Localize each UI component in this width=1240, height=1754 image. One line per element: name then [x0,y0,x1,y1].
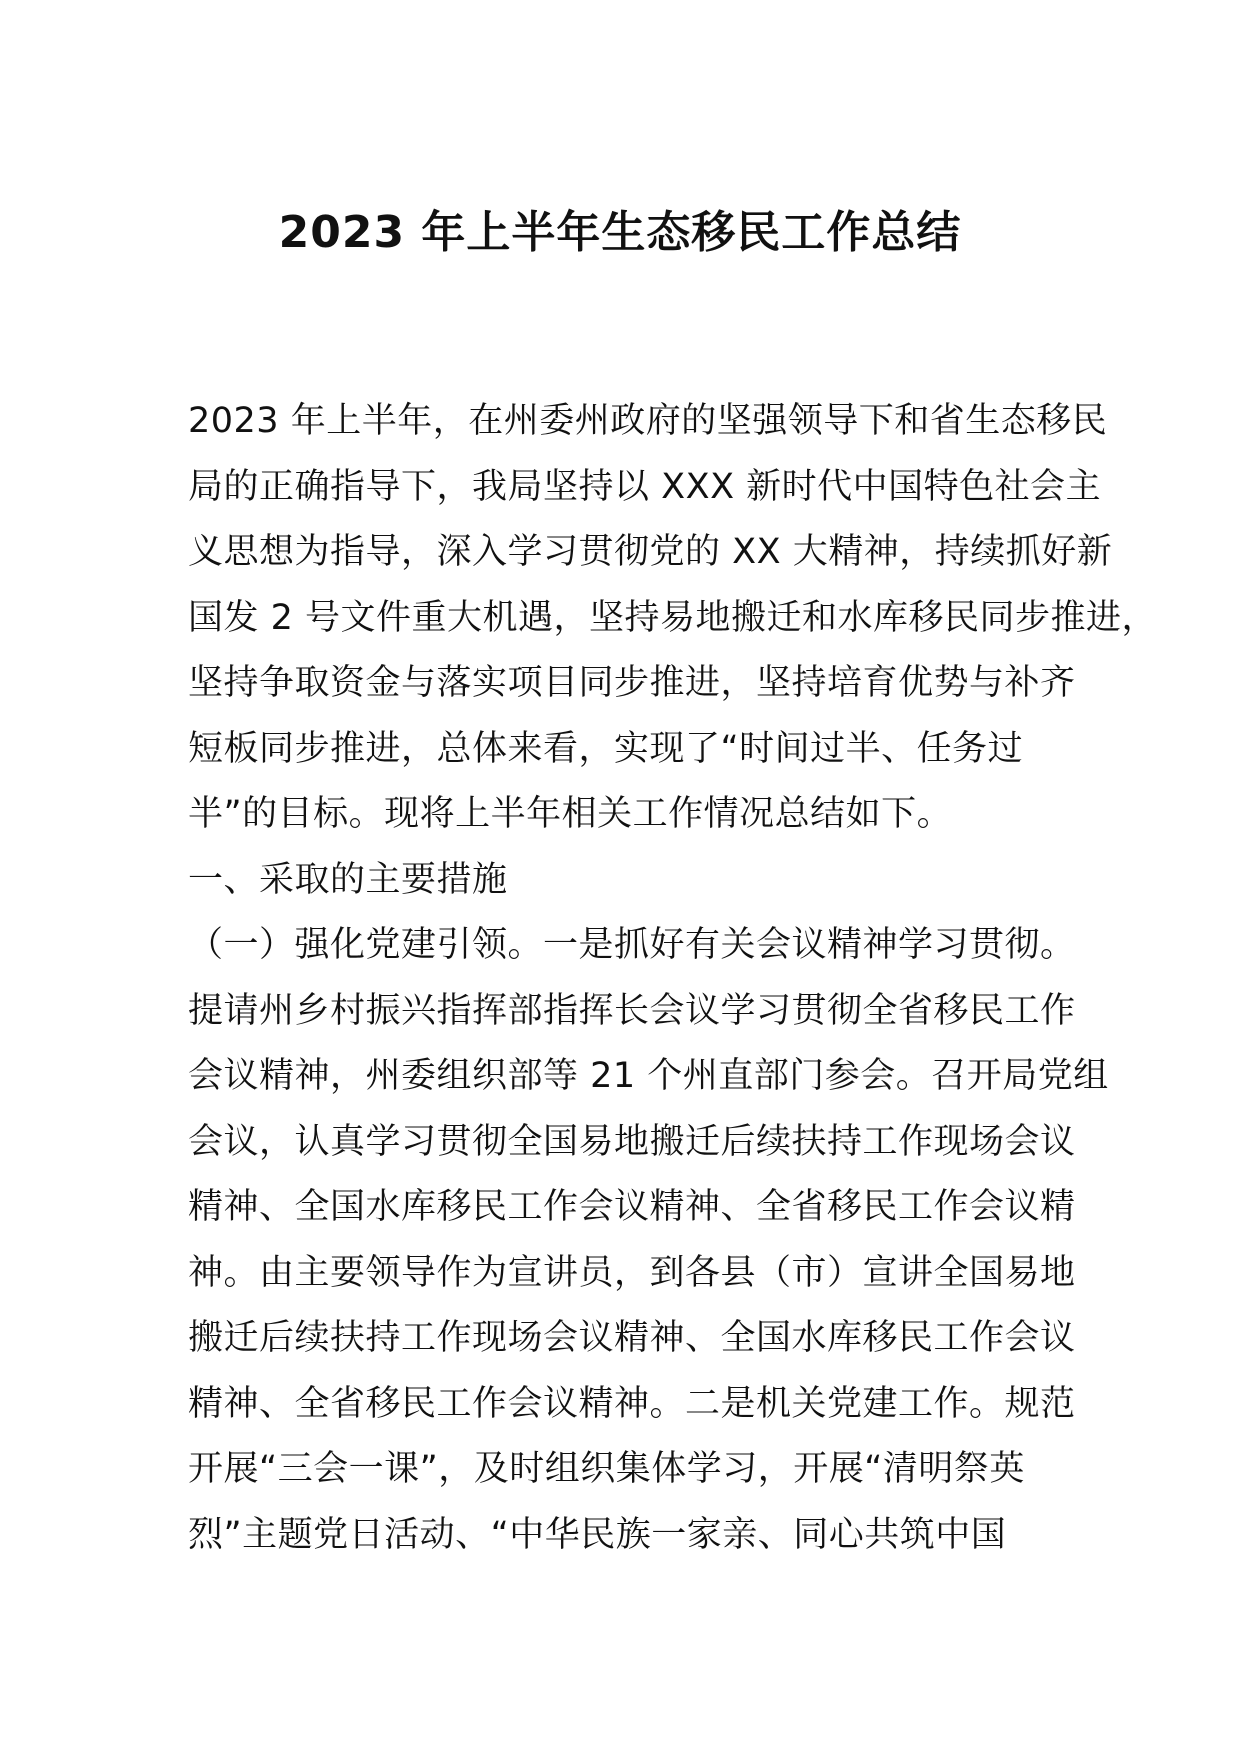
body-line: 烈”主题党日活动、“中华民族一家亲、同心共筑中国 [188,1514,1007,1555]
body-line: 局的正确指导下，我局坚持以 XXX 新时代中国特色社会主 [188,466,1102,507]
body-line: 坚持争取资金与落实项目同步推进，坚持培育优势与补齐 [188,663,1076,703]
section-heading: 一、采取的主要措施 [188,859,508,900]
document-body [188,389,1158,1568]
body-line: 精神、全国水库移民工作会议精神、全省移民工作会议精 [188,1187,1076,1227]
body-line: 会议精神，州委组织部等 21 个州直部门参会。召开局党组 [188,1056,1109,1096]
body-line: 短板同步推进，总体来看，实现了“时间过半、任务过 [188,728,1024,769]
document-title: 2023 年上半年生态移民工作总结 [278,207,962,258]
body-line: 2023 年上半年，在州委州政府的坚强领导下和省生态移民 [188,401,1108,441]
body-line: 半”的目标。现将上半年相关工作情况总结如下。 [188,794,953,834]
body-line: （一）强化党建引领。一是抓好有关会议精神学习贯彻。 [188,925,1076,965]
body-line: 搬迁后续扶持工作现场会议精神、全国水库移民工作会议 [188,1318,1076,1358]
body-line: 提请州乡村振兴指挥部指挥长会议学习贯彻全省移民工作 [188,990,1076,1031]
body-line: 神。由主要领导作为宣讲员，到各县（市）宣讲全国易地 [188,1252,1076,1293]
body-line: 会议，认真学习贯彻全国易地搬迁后续扶持工作现场会议 [188,1121,1076,1162]
body-line: 国发 2 号文件重大机遇，坚持易地搬迁和水库移民同步推进， [188,597,1158,638]
body-line: 开展“三会一课”，及时组织集体学习，开展“清明祭英 [188,1449,1025,1489]
body-line: 精神、全省移民工作会议精神。二是机关党建工作。规范 [188,1383,1076,1424]
body-line: 义思想为指导，深入学习贯彻党的 XX 大精神，持续抓好新 [188,532,1113,572]
